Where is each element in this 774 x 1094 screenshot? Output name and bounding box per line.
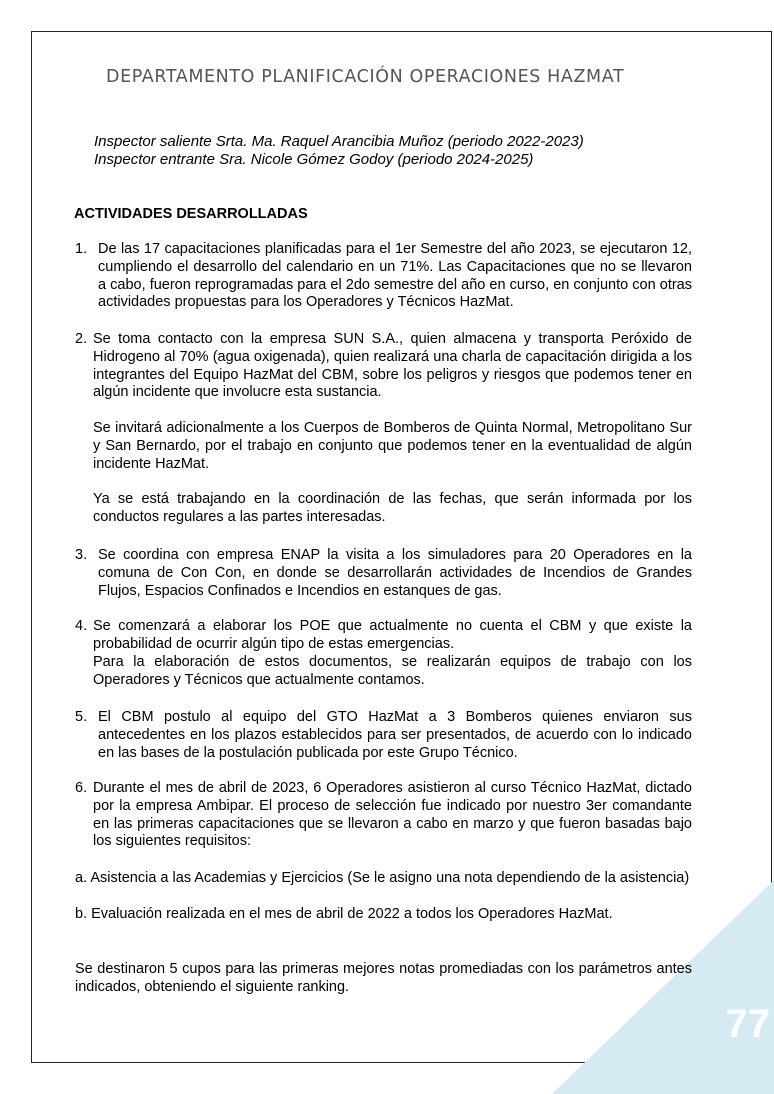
item-number: 4. <box>75 618 88 634</box>
item-2-text: Se toma contacto con la empresa SUN S.A., quien almacena y transporta Peróxido de Hidrogeno al 70% (agua oxigenada), quien realizará una charla de capacitación dirigida a los integrantes del Equipo HazMat del CBM, sobre los peligros y riesgos que podemos tener en algún incidente que involucre esta sustancia. <box>93 331 692 401</box>
requirement-b: b. Evaluación realizada en el mes de abril de 2022 a todos los Operadores HazMat. <box>75 906 613 922</box>
item-6-text: Durante el mes de abril de 2023, 6 Operadores asistieron al curso Técnico HazMat, dictado por la empresa Ambipar. El proceso de selección fue indicado por nuestro 3er comandante en las primeras capacitaciones que se llevaron a cabo en marzo y que fueron basadas bajo los siguientes requisitos: <box>93 780 692 850</box>
item-number: 3. <box>75 547 88 563</box>
item-number: 5. <box>75 709 88 725</box>
inspectors-block <box>94 133 584 169</box>
outgoing-inspector: Inspector saliente Srta. Ma. Raquel Arancibia Muñoz (periodo 2022-2023) <box>94 133 584 150</box>
incoming-inspector: Inspector entrante Sra. Nicole Gómez Godoy (periodo 2024-2025) <box>94 151 534 168</box>
item-number: 1. <box>75 241 88 257</box>
requirement-a: a. Asistencia a las Academias y Ejercicios (Se le asigno una nota dependiendo de la asistencia) <box>75 870 690 886</box>
item-2-paragraph-3: Ya se está trabajando en la coordinación de las fechas, que serán informada por los conductos regulares a las partes interesadas. <box>93 491 692 525</box>
item-4-paragraph-2: Para la elaboración de estos documentos, se realizarán equipos de trabajo con los Operadores y Técnicos que actualmente contamos. <box>93 654 692 688</box>
closing-paragraph: Se destinaron 5 cupos para las primeras mejores notas promediadas con los parámetros antes indicados, obteniendo el siguiente ranking. <box>75 961 692 995</box>
item-3-text: Se coordina con empresa ENAP la visita a los simuladores para 20 Operadores en la comuna de Con Con, en donde se desarrollarán actividades de Incendios de Grandes Flujos, Espacios Confinados e Incendios en estanques de gas. <box>98 547 692 599</box>
item-number: 2. <box>75 331 88 347</box>
page-number: 77 <box>725 1002 770 1046</box>
item-1-text: De las 17 capacitaciones planificadas para el 1er Semestre del año 2023, se ejecutaron 12, cumpliendo el desarrollo del calendario en un 71%. Las Capacitaciones que no se llevaron a cabo, fueron reprogramadas para el 2do semestre del año en curso, en conjunto con otras actividades propuestas para los Operadores y Técnicos HazMat. <box>98 241 692 311</box>
item-number: 6. <box>75 780 88 796</box>
item-2-paragraph-2: Se invitará adicionalmente a los Cuerpos de Bomberos de Quinta Normal, Metropolitano Sur y San Bernardo, por el trabajo en conjunto que podemos tener en la eventualidad de algún incidente HazMat. <box>93 420 692 472</box>
department-title: DEPARTAMENTO PLANIFICACIÓN OPERACIONES HAZMAT <box>106 67 625 87</box>
item-5-text: El CBM postulo al equipo del GTO HazMat a 3 Bomberos quienes enviaron sus antecedentes en los plazos establecidos para ser presentados, de acuerdo con lo indicado en las bases de la postulación publicada por este Grupo Técnico. <box>98 709 692 761</box>
section-heading: ACTIVIDADES DESARROLLADAS <box>74 206 308 222</box>
item-4-text: Se comenzará a elaborar los POE que actualmente no cuenta el CBM y que existe la probabilidad de ocurrir algún tipo de estas emergencias. <box>93 618 692 652</box>
